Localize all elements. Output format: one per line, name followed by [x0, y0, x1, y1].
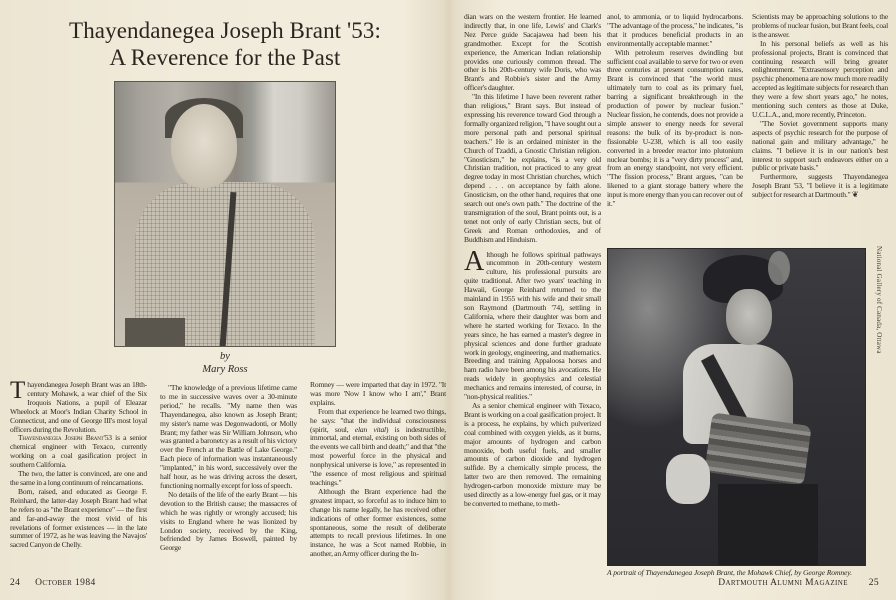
- text-column-1: [10, 381, 147, 571]
- portrait-caption: A portrait of Thayendanegea Joseph Brant, the Mohawk Chief, by George Romney.: [607, 568, 852, 577]
- portrait-plume: [768, 251, 790, 285]
- paragraph: "The Soviet government supports many aspects of psychic research for the purpose of national gain and military advantage," he claims. "I believe it is in our nation's best interest to support such endeavors either on a public or private basis.": [752, 118, 888, 173]
- paragraph: "The knowledge of a previous lifetime came to me in successive waves over a 30-minute period," he recalls. "My name then was Thayendanegea, also known as Joseph Brant; my sister's name was Degonwadonti, or Molly Brant; my father was Sir William Johnson, who was granted a baronetcy as a result of his victory over the French at the Battle of Lake George." Each piece of information was instantaneously "implanted," in his word, successively over the half hour, as he was driving across the desert, functioning normally except for loss of speech.: [160, 384, 297, 490]
- paragraph-text: hayendanegea Joseph Brant was an 18th-century Mohawk, a war chief of the Six Iroquois Nations, a pupil of Eleazar Wheelock at Moor's Indian Charity School in Connecticut, and one of George III's most loyal officers during the Revolution.: [10, 381, 147, 434]
- text-column-4: [464, 13, 601, 571]
- page-number-right: 25: [868, 578, 879, 588]
- portrait-face: [726, 289, 772, 345]
- byline: [160, 350, 290, 376]
- text-column-3: [310, 381, 446, 571]
- paragraph-text: From that experience he learned two things, he says: "that the individual consciousness (spirit, soul,: [310, 406, 446, 434]
- title-line-1: Thayendanegea Joseph Brant '53:: [69, 18, 381, 43]
- text-column-2: [160, 384, 297, 571]
- paragraph: As a senior chemical engineer with Texaco, Brant is working on a coal gasification project. It is a process, he explains, by which pulverized coal combined with oxygen yields, as it burns, major amounts of hydrogen and carbon monoxide, both useful fuels, and smaller amounts of carbon dioxide and hydrogen sulfide. By a chemically simple process, the latter two are then removed. The remaining hydrogen-carbon monoxide mixture may be used directly as a low-energy fuel gas, or it may be converted to methane, to meth-: [464, 400, 601, 508]
- paragraph: Romney — were imparted that day in 1972. "It was more 'Now I know who I am'," Brant explains.: [310, 381, 446, 407]
- left-folio: [10, 578, 96, 589]
- paragraph: [464, 245, 601, 402]
- photo-credit: National Gallery of Canada, Ottawa: [875, 246, 883, 354]
- portrait-sleeve: [666, 454, 710, 504]
- paragraph: Born, raised, and educated as George F. Reinhard, the latter-day Joseph Brant had what he refers to as "the Brant experience" — the first and far-and-away the most vivid of his revelations of former existences — in the late summer of 1972, as he was leaving the Navajos' sacred Canyon de Chelly.: [10, 486, 147, 550]
- paragraph: Although the Brant experience had the greatest impact, so forceful as to induce him to change his name legally, he has received other indications of other former existences, some spontaneous, some the result of deliberate attempts to recall previous lifetimes. In one instance, he was a Scot named Robbie, in another, an Army officer during the In-: [310, 486, 446, 559]
- byline-author: Mary Ross: [202, 364, 248, 375]
- portrait-painting-joseph-brant: [607, 248, 866, 566]
- portrait-legs: [718, 484, 818, 566]
- paragraph: anol, to ammonia, or to liquid hydrocarbons. "The advantage of the process," he indicates, "is that it produces beneficial products in an environmentally acceptable manner.": [607, 13, 743, 48]
- paragraph: In his personal beliefs as well as his professional projects, Brant is convinced that continuing research will bring greater enlightenment. "Extrasensory perception and psychic phenomena are now much more readily accepted as legitimate subjects for research than they were a few short years ago," he notes, mentioning such centers as those at Duke, U.C.L.A., and, more recently, Princeton.: [752, 38, 888, 119]
- paragraph: [10, 381, 147, 434]
- paragraph: [752, 173, 888, 200]
- paragraph: The two, the latter is convinced, are one and the same in a long continuum of reincarnations.: [10, 469, 147, 487]
- paragraph: With petroleum reserves dwindling but sufficient coal available to serve for two or even three centuries at present consumption rates, Brant is convinced that "the world must ultimately turn to coal as its primary fuel, barring a significant breakthrough in the production of power by nuclear fusion." Nuclear fission, he contends, does not provide a simple answer to energy needs for several reasons: the bulk of its by-product is non-fissionable U-238, which is all too easily converted in a breeder reactor into plutonium nuclear bombs; it is a "very dirty process" and, from an energy standpoint, not very efficient. "The fission process," Brant argues, "can be likened to a giant storage battery where the input is more energy than you can recover out of it.": [607, 47, 743, 209]
- paragraph-text: ) is indestructible, immortal, and eternal, existing on both sides of the events we call birth and death;" and that "the most powerful force in the physical and nonphysical universe is love," as represented in "the essence of most religious and spiritual teachings.": [310, 424, 446, 487]
- paragraph: No details of the life of the early Brant — his devotion to the British cause; the massacres of which he was rightly or wrongly accused; his visits to England where he was lionized by London society, received by the King, befriended by James Boswell, painted by George: [160, 489, 297, 553]
- paragraph: "In this lifetime I have been reverent rather than religious," Brant says. But instead of expressing his reverence toward God through a formally organized religion, "I have sought out a more personal path and personal spiritual teachers." He is an ordained minister in the Church of Tzaddi, a Gnostic Christian religion. "Gnosticism," he explains, "is a very old Christian tradition, not practiced to any great degree today in most Christian churches, which depend . . . on acceptance by faith alone. Gnosticism, on the other hand, requires that one search out one's own path." The doctrine of the transmigration of the soul, Brant points out, is a tenet not only of early Christian sects, but of Greek and Roman orthodoxies, and of Buddhism and Hinduism.: [464, 92, 601, 244]
- paragraph: [10, 434, 147, 470]
- photo-brant-modern: [114, 81, 336, 347]
- text-column-6: [752, 13, 888, 243]
- name-small-caps: Thayendanegea Joseph Brant: [18, 433, 104, 443]
- right-folio: [718, 578, 879, 589]
- article-title: [60, 17, 390, 71]
- end-mark-icon: ❦: [851, 190, 859, 200]
- drop-cap: A: [464, 245, 485, 277]
- portrait-sash: [704, 412, 811, 485]
- running-head-magazine: Dartmouth Alumni Magazine: [718, 578, 848, 588]
- photo-box: [125, 318, 185, 347]
- running-head-date: October 1984: [35, 578, 96, 588]
- title-line-2: A Reverence for the Past: [109, 45, 341, 70]
- drop-cap: T: [10, 381, 26, 404]
- page-number-left: 24: [10, 578, 21, 588]
- paragraph: Scientists may be approaching solutions to the problems of nuclear fusion, but Brant feels, coal is the answer.: [752, 13, 888, 39]
- paragraph-text: Furthermore, suggests Thayendanegea Joseph Brant '53, "I believe it is a legitimate subject for research at Dartmouth.": [752, 172, 888, 200]
- paragraph-text: lthough he follows spiritual pathways uncommon in 20th-century western culture, his professional pursuits are quite traditional. After two years' teaching in Hawaii, George Reinhard returned to the mainland in 1955 with his wife and their small son Raymond (Dartmouth '74), settling in California, where their daughter was born and where he started working for Texaco. In the years since, he has earned a master's degree in physical sciences and done further graduate work in geology, engineering, and mathematics. Breeding and training Appaloosa horses and ham radio have been among his avocations. He reads widely in geophysics and celestial mechanics and remains interested, of course, in "non-physical realities.": [464, 249, 601, 402]
- paragraph-text: '53 is a senior chemical engineer with Texaco, currently working on a coal gasification project in southern California.: [10, 433, 147, 470]
- paragraph: dian wars on the western frontier. He learned indirectly that, in one life, Lewis' and Clark's Nez Perce guide Sacajawea had been his grandmother. Except for the Scottish experience, the American Indian relationship provides one curiously common thread. The other is his 20th-century wife Doris, who was Brant's and Robbie's sister and the Army officer's daughter.: [464, 13, 601, 93]
- paragraph: [310, 408, 446, 488]
- photo-face: [171, 104, 237, 188]
- text-column-5: [607, 13, 743, 243]
- italic-phrase: elan vital: [354, 424, 386, 434]
- byline-by: by: [220, 351, 230, 362]
